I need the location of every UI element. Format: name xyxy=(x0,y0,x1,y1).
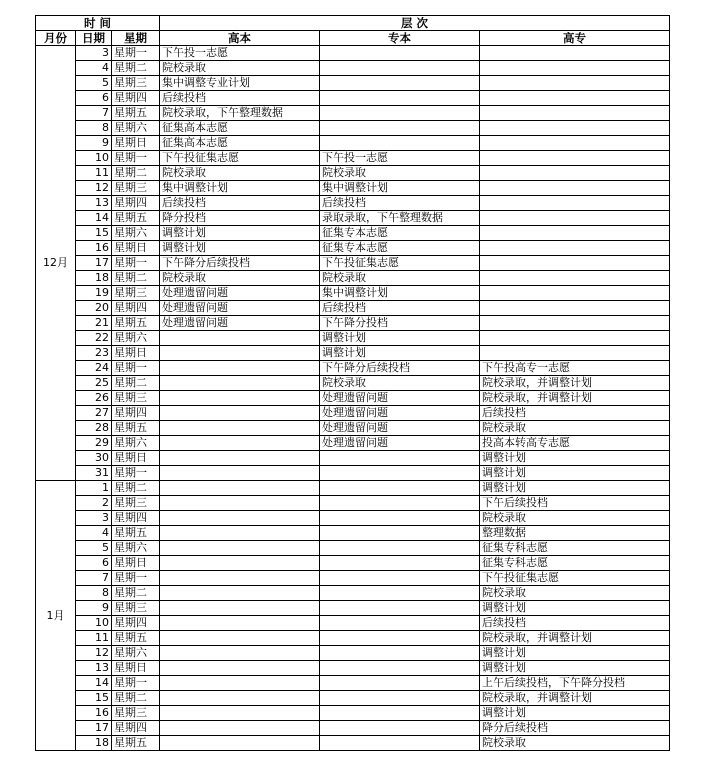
gaoben-cell xyxy=(160,376,320,391)
gaozhuan-cell xyxy=(480,121,670,136)
weekday-cell: 星期二 xyxy=(112,481,160,496)
gaozhuan-cell xyxy=(480,301,670,316)
gaozhuan-cell: 调整计划 xyxy=(480,661,670,676)
date-cell: 25 xyxy=(76,376,112,391)
gaozhuan-cell: 院校录取，并调整计划 xyxy=(480,691,670,706)
weekday-cell: 星期四 xyxy=(112,511,160,526)
date-cell: 29 xyxy=(76,436,112,451)
table-row xyxy=(36,631,670,646)
gaoben-cell xyxy=(160,436,320,451)
zhuanben-cell xyxy=(320,121,480,136)
table-body xyxy=(36,46,670,751)
zhuanben-cell xyxy=(320,541,480,556)
header-weekday: 星期 xyxy=(112,31,160,46)
date-cell: 22 xyxy=(76,331,112,346)
weekday-cell: 星期六 xyxy=(112,436,160,451)
gaozhuan-cell xyxy=(480,61,670,76)
gaozhuan-cell xyxy=(480,151,670,166)
zhuanben-cell: 集中调整计划 xyxy=(320,286,480,301)
gaoben-cell xyxy=(160,586,320,601)
gaoben-cell: 征集高本志愿 xyxy=(160,121,320,136)
gaoben-cell: 院校录取 xyxy=(160,61,320,76)
header-gaoben: 高本 xyxy=(160,31,320,46)
gaoben-cell xyxy=(160,631,320,646)
table-row xyxy=(36,256,670,271)
gaoben-cell: 处理遗留问题 xyxy=(160,316,320,331)
gaozhuan-cell: 后续投档 xyxy=(480,406,670,421)
zhuanben-cell: 下午降分后续投档 xyxy=(320,361,480,376)
weekday-cell: 星期一 xyxy=(112,571,160,586)
weekday-cell: 星期三 xyxy=(112,391,160,406)
table-row xyxy=(36,361,670,376)
date-cell: 16 xyxy=(76,706,112,721)
zhuanben-cell: 后续投档 xyxy=(320,196,480,211)
weekday-cell: 星期五 xyxy=(112,316,160,331)
weekday-cell: 星期三 xyxy=(112,601,160,616)
gaozhuan-cell: 调整计划 xyxy=(480,706,670,721)
table-row xyxy=(36,541,670,556)
gaoben-cell xyxy=(160,346,320,361)
table-row xyxy=(36,706,670,721)
gaoben-cell xyxy=(160,556,320,571)
weekday-cell: 星期二 xyxy=(112,376,160,391)
zhuanben-cell xyxy=(320,61,480,76)
weekday-cell: 星期日 xyxy=(112,556,160,571)
gaozhuan-cell xyxy=(480,136,670,151)
gaoben-cell xyxy=(160,571,320,586)
table-row xyxy=(36,721,670,736)
zhuanben-cell: 录取录取，下午整理数据 xyxy=(320,211,480,226)
gaoben-cell xyxy=(160,676,320,691)
gaoben-cell: 处理遗留问题 xyxy=(160,286,320,301)
header-gaozhuan: 高专 xyxy=(480,31,670,46)
date-cell: 8 xyxy=(76,121,112,136)
gaozhuan-cell: 院校录取，并调整计划 xyxy=(480,631,670,646)
weekday-cell: 星期日 xyxy=(112,136,160,151)
date-cell: 14 xyxy=(76,676,112,691)
table-row xyxy=(36,106,670,121)
gaoben-cell: 后续投档 xyxy=(160,91,320,106)
zhuanben-cell: 处理遗留问题 xyxy=(320,421,480,436)
table-row xyxy=(36,166,670,181)
table-row xyxy=(36,481,670,496)
gaozhuan-cell: 调整计划 xyxy=(480,646,670,661)
zhuanben-cell xyxy=(320,646,480,661)
date-cell: 16 xyxy=(76,241,112,256)
gaoben-cell xyxy=(160,406,320,421)
table-row xyxy=(36,691,670,706)
zhuanben-cell xyxy=(320,571,480,586)
gaozhuan-cell: 调整计划 xyxy=(480,481,670,496)
date-cell: 15 xyxy=(76,226,112,241)
date-cell: 31 xyxy=(76,466,112,481)
zhuanben-cell xyxy=(320,691,480,706)
gaozhuan-cell: 下午投征集志愿 xyxy=(480,571,670,586)
gaoben-cell xyxy=(160,721,320,736)
gaozhuan-cell: 院校录取 xyxy=(480,736,670,751)
gaoben-cell xyxy=(160,421,320,436)
table-row xyxy=(36,646,670,661)
gaozhuan-cell xyxy=(480,226,670,241)
gaozhuan-cell xyxy=(480,256,670,271)
date-cell: 21 xyxy=(76,316,112,331)
gaozhuan-cell: 调整计划 xyxy=(480,601,670,616)
weekday-cell: 星期四 xyxy=(112,301,160,316)
table-row xyxy=(36,151,670,166)
date-cell: 3 xyxy=(76,46,112,61)
date-cell: 1 xyxy=(76,481,112,496)
gaoben-cell xyxy=(160,706,320,721)
header-date: 日期 xyxy=(76,31,112,46)
date-cell: 12 xyxy=(76,181,112,196)
gaozhuan-cell xyxy=(480,76,670,91)
weekday-cell: 星期六 xyxy=(112,646,160,661)
schedule-table xyxy=(35,15,670,751)
gaozhuan-cell xyxy=(480,166,670,181)
gaozhuan-cell: 院校录取 xyxy=(480,511,670,526)
date-cell: 14 xyxy=(76,211,112,226)
zhuanben-cell xyxy=(320,616,480,631)
table-row xyxy=(36,556,670,571)
gaoben-cell xyxy=(160,616,320,631)
table-row xyxy=(36,241,670,256)
zhuanben-cell xyxy=(320,721,480,736)
weekday-cell: 星期三 xyxy=(112,76,160,91)
table-row xyxy=(36,346,670,361)
gaoben-cell xyxy=(160,646,320,661)
gaoben-cell xyxy=(160,661,320,676)
gaoben-cell: 集中调整计划 xyxy=(160,181,320,196)
zhuanben-cell: 院校录取 xyxy=(320,271,480,286)
weekday-cell: 星期日 xyxy=(112,241,160,256)
weekday-cell: 星期六 xyxy=(112,331,160,346)
weekday-cell: 星期三 xyxy=(112,496,160,511)
date-cell: 7 xyxy=(76,571,112,586)
date-cell: 28 xyxy=(76,421,112,436)
gaoben-cell: 处理遗留问题 xyxy=(160,301,320,316)
date-cell: 19 xyxy=(76,286,112,301)
zhuanben-cell xyxy=(320,91,480,106)
zhuanben-cell xyxy=(320,706,480,721)
header-row-2 xyxy=(36,31,670,46)
weekday-cell: 星期日 xyxy=(112,346,160,361)
gaozhuan-cell: 下午投高专一志愿 xyxy=(480,361,670,376)
zhuanben-cell xyxy=(320,136,480,151)
weekday-cell: 星期三 xyxy=(112,706,160,721)
weekday-cell: 星期五 xyxy=(112,106,160,121)
date-cell: 11 xyxy=(76,166,112,181)
table-row xyxy=(36,61,670,76)
date-cell: 26 xyxy=(76,391,112,406)
gaozhuan-cell xyxy=(480,181,670,196)
weekday-cell: 星期四 xyxy=(112,196,160,211)
gaozhuan-cell xyxy=(480,196,670,211)
gaozhuan-cell: 下午后续投档 xyxy=(480,496,670,511)
gaozhuan-cell xyxy=(480,331,670,346)
date-cell: 4 xyxy=(76,61,112,76)
zhuanben-cell: 处理遗留问题 xyxy=(320,436,480,451)
date-cell: 6 xyxy=(76,91,112,106)
gaozhuan-cell xyxy=(480,346,670,361)
zhuanben-cell xyxy=(320,601,480,616)
date-cell: 13 xyxy=(76,661,112,676)
date-cell: 17 xyxy=(76,256,112,271)
date-cell: 18 xyxy=(76,736,112,751)
date-cell: 12 xyxy=(76,646,112,661)
gaoben-cell: 调整计划 xyxy=(160,241,320,256)
gaozhuan-cell xyxy=(480,46,670,61)
gaoben-cell xyxy=(160,736,320,751)
weekday-cell: 星期四 xyxy=(112,406,160,421)
date-cell: 6 xyxy=(76,556,112,571)
date-cell: 10 xyxy=(76,616,112,631)
weekday-cell: 星期六 xyxy=(112,226,160,241)
gaoben-cell: 院校录取 xyxy=(160,271,320,286)
gaoben-cell: 下午投一志愿 xyxy=(160,46,320,61)
gaozhuan-cell: 院校录取 xyxy=(480,586,670,601)
header-zhuanben: 专本 xyxy=(320,31,480,46)
zhuanben-cell xyxy=(320,736,480,751)
table-row xyxy=(36,301,670,316)
table-row xyxy=(36,736,670,751)
date-cell: 24 xyxy=(76,361,112,376)
month-cell: 1月 xyxy=(36,481,76,751)
zhuanben-cell xyxy=(320,451,480,466)
zhuanben-cell: 征集专本志愿 xyxy=(320,226,480,241)
gaozhuan-cell xyxy=(480,241,670,256)
gaoben-cell xyxy=(160,526,320,541)
table-row xyxy=(36,421,670,436)
weekday-cell: 星期一 xyxy=(112,361,160,376)
gaoben-cell: 后续投档 xyxy=(160,196,320,211)
table-row xyxy=(36,511,670,526)
weekday-cell: 星期二 xyxy=(112,61,160,76)
table-row xyxy=(36,676,670,691)
gaoben-cell xyxy=(160,361,320,376)
gaozhuan-cell: 上午后续投档，下午降分投档 xyxy=(480,676,670,691)
gaoben-cell xyxy=(160,466,320,481)
date-cell: 13 xyxy=(76,196,112,211)
table-row xyxy=(36,526,670,541)
zhuanben-cell: 调整计划 xyxy=(320,346,480,361)
date-cell: 30 xyxy=(76,451,112,466)
zhuanben-cell xyxy=(320,496,480,511)
table-row xyxy=(36,376,670,391)
gaozhuan-cell: 后续投档 xyxy=(480,616,670,631)
table-row xyxy=(36,316,670,331)
date-cell: 23 xyxy=(76,346,112,361)
weekday-cell: 星期五 xyxy=(112,631,160,646)
weekday-cell: 星期一 xyxy=(112,466,160,481)
gaoben-cell: 调整计划 xyxy=(160,226,320,241)
weekday-cell: 星期五 xyxy=(112,421,160,436)
zhuanben-cell xyxy=(320,76,480,91)
date-cell: 2 xyxy=(76,496,112,511)
gaozhuan-cell: 院校录取，并调整计划 xyxy=(480,391,670,406)
date-cell: 9 xyxy=(76,601,112,616)
table-row xyxy=(36,286,670,301)
date-cell: 5 xyxy=(76,76,112,91)
weekday-cell: 星期日 xyxy=(112,661,160,676)
table-row xyxy=(36,76,670,91)
zhuanben-cell: 后续投档 xyxy=(320,301,480,316)
table-row xyxy=(36,91,670,106)
zhuanben-cell: 下午降分投档 xyxy=(320,316,480,331)
weekday-cell: 星期一 xyxy=(112,676,160,691)
weekday-cell: 星期二 xyxy=(112,271,160,286)
gaoben-cell xyxy=(160,331,320,346)
weekday-cell: 星期五 xyxy=(112,526,160,541)
gaozhuan-cell: 院校录取，并调整计划 xyxy=(480,376,670,391)
gaozhuan-cell xyxy=(480,91,670,106)
gaoben-cell xyxy=(160,391,320,406)
header-row-1 xyxy=(36,16,670,31)
zhuanben-cell xyxy=(320,631,480,646)
gaoben-cell: 征集高本志愿 xyxy=(160,136,320,151)
zhuanben-cell xyxy=(320,466,480,481)
gaoben-cell: 下午投征集志愿 xyxy=(160,151,320,166)
table-row xyxy=(36,571,670,586)
date-cell: 20 xyxy=(76,301,112,316)
date-cell: 7 xyxy=(76,106,112,121)
date-cell: 11 xyxy=(76,631,112,646)
zhuanben-cell: 院校录取 xyxy=(320,376,480,391)
table-row xyxy=(36,391,670,406)
header-level: 层 次 xyxy=(160,16,670,31)
table-row xyxy=(36,331,670,346)
weekday-cell: 星期四 xyxy=(112,91,160,106)
zhuanben-cell xyxy=(320,586,480,601)
date-cell: 8 xyxy=(76,586,112,601)
date-cell: 5 xyxy=(76,541,112,556)
table-row xyxy=(36,496,670,511)
gaoben-cell xyxy=(160,496,320,511)
weekday-cell: 星期二 xyxy=(112,166,160,181)
gaozhuan-cell: 院校录取 xyxy=(480,421,670,436)
weekday-cell: 星期一 xyxy=(112,46,160,61)
table-row xyxy=(36,46,670,61)
date-cell: 9 xyxy=(76,136,112,151)
weekday-cell: 星期四 xyxy=(112,721,160,736)
table-row xyxy=(36,406,670,421)
gaozhuan-cell xyxy=(480,211,670,226)
table-row xyxy=(36,196,670,211)
table-row xyxy=(36,661,670,676)
gaoben-cell xyxy=(160,541,320,556)
zhuanben-cell: 征集专本志愿 xyxy=(320,241,480,256)
zhuanben-cell: 下午投征集志愿 xyxy=(320,256,480,271)
gaoben-cell: 院校录取 xyxy=(160,166,320,181)
zhuanben-cell xyxy=(320,676,480,691)
gaozhuan-cell: 投高本转高专志愿 xyxy=(480,436,670,451)
zhuanben-cell: 下午投一志愿 xyxy=(320,151,480,166)
gaoben-cell: 院校录取，下午整理数据 xyxy=(160,106,320,121)
gaoben-cell xyxy=(160,691,320,706)
weekday-cell: 星期一 xyxy=(112,151,160,166)
table-row xyxy=(36,121,670,136)
table-row xyxy=(36,616,670,631)
table-row xyxy=(36,451,670,466)
table-row xyxy=(36,136,670,151)
gaoben-cell: 集中调整专业计划 xyxy=(160,76,320,91)
table-row xyxy=(36,601,670,616)
header-time: 时 间 xyxy=(36,16,160,31)
weekday-cell: 星期四 xyxy=(112,616,160,631)
zhuanben-cell: 处理遗留问题 xyxy=(320,391,480,406)
table-row xyxy=(36,181,670,196)
weekday-cell: 星期二 xyxy=(112,586,160,601)
weekday-cell: 星期二 xyxy=(112,691,160,706)
weekday-cell: 星期六 xyxy=(112,121,160,136)
table-row xyxy=(36,226,670,241)
gaozhuan-cell: 征集专科志愿 xyxy=(480,541,670,556)
zhuanben-cell xyxy=(320,556,480,571)
table-row xyxy=(36,436,670,451)
zhuanben-cell: 集中调整计划 xyxy=(320,181,480,196)
gaozhuan-cell xyxy=(480,271,670,286)
gaozhuan-cell xyxy=(480,316,670,331)
gaoben-cell xyxy=(160,481,320,496)
date-cell: 15 xyxy=(76,691,112,706)
date-cell: 27 xyxy=(76,406,112,421)
weekday-cell: 星期三 xyxy=(112,181,160,196)
date-cell: 3 xyxy=(76,511,112,526)
date-cell: 4 xyxy=(76,526,112,541)
weekday-cell: 星期五 xyxy=(112,736,160,751)
weekday-cell: 星期一 xyxy=(112,256,160,271)
table-row xyxy=(36,211,670,226)
zhuanben-cell xyxy=(320,481,480,496)
gaozhuan-cell: 征集专科志愿 xyxy=(480,556,670,571)
zhuanben-cell xyxy=(320,511,480,526)
zhuanben-cell: 处理遗留问题 xyxy=(320,406,480,421)
gaoben-cell: 下午降分后续投档 xyxy=(160,256,320,271)
header-month: 月份 xyxy=(36,31,76,46)
date-cell: 18 xyxy=(76,271,112,286)
table-row xyxy=(36,466,670,481)
zhuanben-cell: 调整计划 xyxy=(320,331,480,346)
weekday-cell: 星期日 xyxy=(112,451,160,466)
gaoben-cell xyxy=(160,511,320,526)
weekday-cell: 星期六 xyxy=(112,541,160,556)
table-row xyxy=(36,271,670,286)
weekday-cell: 星期三 xyxy=(112,286,160,301)
gaoben-cell: 降分投档 xyxy=(160,211,320,226)
zhuanben-cell xyxy=(320,106,480,121)
gaozhuan-cell xyxy=(480,286,670,301)
gaoben-cell xyxy=(160,601,320,616)
gaozhuan-cell: 整理数据 xyxy=(480,526,670,541)
gaoben-cell xyxy=(160,451,320,466)
gaozhuan-cell xyxy=(480,106,670,121)
gaozhuan-cell: 调整计划 xyxy=(480,451,670,466)
date-cell: 17 xyxy=(76,721,112,736)
zhuanben-cell: 院校录取 xyxy=(320,166,480,181)
gaozhuan-cell: 调整计划 xyxy=(480,466,670,481)
zhuanben-cell xyxy=(320,526,480,541)
zhuanben-cell xyxy=(320,46,480,61)
month-cell: 12月 xyxy=(36,46,76,481)
zhuanben-cell xyxy=(320,661,480,676)
table-row xyxy=(36,586,670,601)
weekday-cell: 星期五 xyxy=(112,211,160,226)
date-cell: 10 xyxy=(76,151,112,166)
gaozhuan-cell: 降分后续投档 xyxy=(480,721,670,736)
